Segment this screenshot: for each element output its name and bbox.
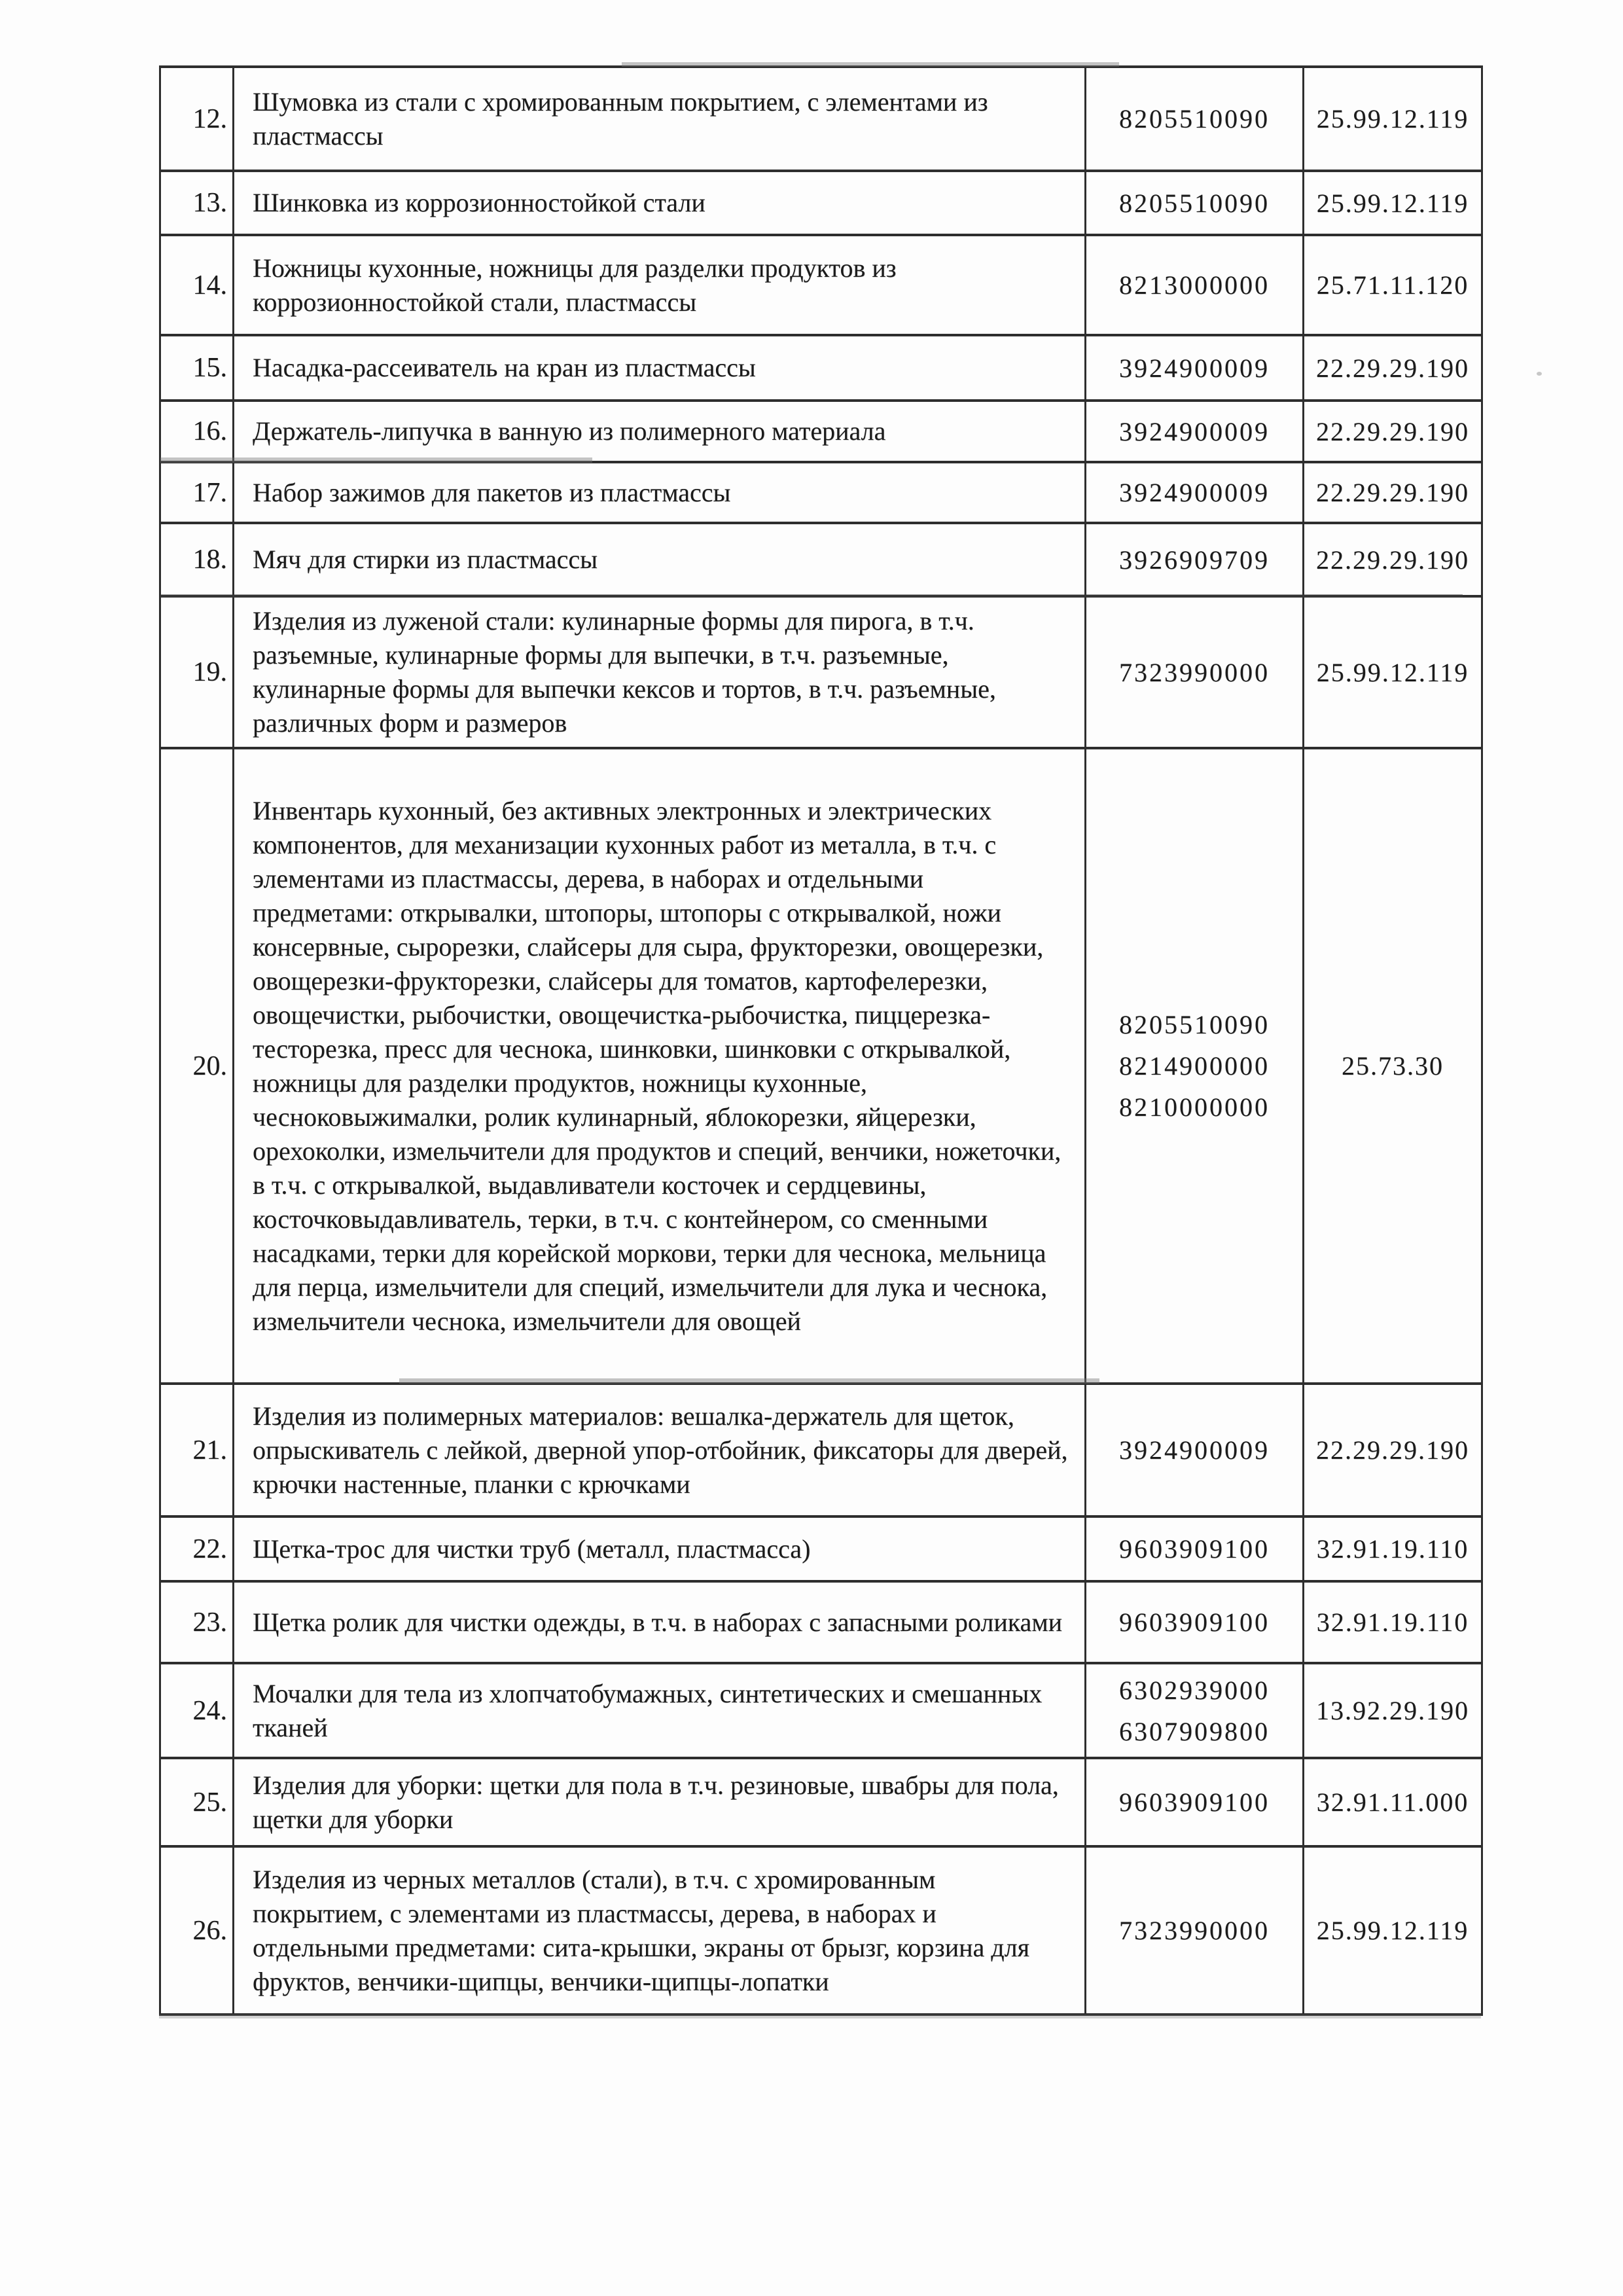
tnved-code-cell <box>1086 523 1304 596</box>
okpd2-code-cell: 25.99.12.119 <box>1304 596 1482 748</box>
description-cell: Изделия из черных металлов (стали), в т.ч. с хромированным покрытием, с элементами из пластмассы, дерева, в наборах и отдельными предметами: сита-крышки, экраны от брызг, корзина для фруктов, венчики-щипцы, венчики-щипцы-лопатки <box>234 1846 1086 2015</box>
tnved-code-cell <box>1086 462 1304 523</box>
tnved-code-cell <box>1086 1758 1304 1846</box>
tnved-code-cell <box>1086 235 1304 335</box>
description-cell: Щетка ролик для чистки одежды, в т.ч. в наборах с запасными роликами <box>234 1581 1086 1663</box>
table-row <box>160 1758 1482 1846</box>
table-row <box>160 171 1482 235</box>
okpd2-code-cell: 13.92.29.190 <box>1304 1663 1482 1758</box>
products-table-body <box>160 67 1482 2015</box>
table-row <box>160 1846 1482 2015</box>
table-row <box>160 401 1482 462</box>
table-row <box>160 596 1482 748</box>
tnved-code: 8213000000 <box>1119 270 1270 300</box>
row-number-cell: 16. <box>160 401 234 462</box>
tnved-code: 8210000000 <box>1119 1092 1270 1122</box>
tnved-code: 9603909100 <box>1119 1534 1270 1564</box>
tnved-code-cell <box>1086 1384 1304 1516</box>
tnved-code-cell <box>1086 1846 1304 2015</box>
table-row <box>160 1663 1482 1758</box>
tnved-code-cell <box>1086 1663 1304 1758</box>
tnved-code: 3924900009 <box>1119 416 1270 446</box>
table-row <box>160 335 1482 401</box>
tnved-code: 3924900009 <box>1119 1435 1270 1465</box>
description-cell: Шинковка из коррозионностойкой стали <box>234 171 1086 235</box>
tnved-code: 9603909100 <box>1119 1607 1270 1637</box>
tnved-code-cell <box>1086 748 1304 1384</box>
row-number-cell: 18. <box>160 523 234 596</box>
scan-smear <box>160 457 592 463</box>
row-number-cell: 20. <box>160 748 234 1384</box>
okpd2-code-cell: 22.29.29.190 <box>1304 523 1482 596</box>
row-number-cell: 22. <box>160 1516 234 1581</box>
description-cell: Щетка-трос для чистки труб (металл, пластмасса) <box>234 1516 1086 1581</box>
row-number-cell: 26. <box>160 1846 234 2015</box>
products-table <box>159 65 1483 2016</box>
description-cell: Насадка-рассеиватель на кран из пластмассы <box>234 335 1086 401</box>
tnved-code: 7323990000 <box>1119 1916 1270 1945</box>
row-number-cell: 15. <box>160 335 234 401</box>
table-row <box>160 462 1482 523</box>
okpd2-code-cell: 22.29.29.190 <box>1304 462 1482 523</box>
table-row <box>160 1384 1482 1516</box>
tnved-code: 8205510090 <box>1119 104 1270 134</box>
tnved-code: 3924900009 <box>1119 353 1270 383</box>
scan-smear <box>399 1378 1099 1384</box>
okpd2-code-cell: 22.29.29.190 <box>1304 401 1482 462</box>
row-number-cell: 13. <box>160 171 234 235</box>
scan-smear <box>622 62 1119 67</box>
description-cell: Мяч для стирки из пластмассы <box>234 523 1086 596</box>
description-cell: Мочалки для тела из хлопчатобумажных, синтетических и смешанных тканей <box>234 1663 1086 1758</box>
tnved-code: 6307909800 <box>1119 1716 1270 1746</box>
tnved-code-cell <box>1086 335 1304 401</box>
row-number-cell: 25. <box>160 1758 234 1846</box>
okpd2-code-cell: 25.99.12.119 <box>1304 171 1482 235</box>
scan-speck <box>1537 372 1542 376</box>
table-row <box>160 748 1482 1384</box>
tnved-code-cell <box>1086 1516 1304 1581</box>
okpd2-code-cell: 22.29.29.190 <box>1304 335 1482 401</box>
tnved-code: 8214900000 <box>1119 1051 1270 1081</box>
scan-smear <box>160 594 1463 598</box>
okpd2-code-cell: 25.71.11.120 <box>1304 235 1482 335</box>
tnved-code-cell <box>1086 171 1304 235</box>
okpd2-code-cell: 25.99.12.119 <box>1304 1846 1482 2015</box>
row-number-cell: 23. <box>160 1581 234 1663</box>
okpd2-code-cell: 32.91.19.110 <box>1304 1581 1482 1663</box>
okpd2-code-cell: 25.99.12.119 <box>1304 67 1482 171</box>
row-number-cell: 17. <box>160 462 234 523</box>
description-cell: Держатель-липучка в ванную из полимерного материала <box>234 401 1086 462</box>
table-row <box>160 1516 1482 1581</box>
tnved-code-cell <box>1086 1581 1304 1663</box>
table-row <box>160 235 1482 335</box>
row-number-cell: 14. <box>160 235 234 335</box>
row-number-cell: 19. <box>160 596 234 748</box>
okpd2-code-cell: 25.73.30 <box>1304 748 1482 1384</box>
tnved-code: 3926909709 <box>1119 545 1270 575</box>
okpd2-code-cell: 22.29.29.190 <box>1304 1384 1482 1516</box>
tnved-code: 7323990000 <box>1119 657 1270 687</box>
row-number-cell: 24. <box>160 1663 234 1758</box>
description-cell: Изделия из луженой стали: кулинарные формы для пирога, в т.ч. разъемные, кулинарные формы для выпечки, в т.ч. разъемные, кулинарные формы для выпечки кексов и тортов, в т.ч. разъемные, различных форм и размеров <box>234 596 1086 748</box>
tnved-code-cell <box>1086 401 1304 462</box>
tnved-code: 6302939000 <box>1119 1675 1270 1705</box>
okpd2-code-cell: 32.91.11.000 <box>1304 1758 1482 1846</box>
tnved-code-cell <box>1086 67 1304 171</box>
description-cell: Ножницы кухонные, ножницы для разделки продуктов из коррозионностойкой стали, пластмассы <box>234 235 1086 335</box>
description-cell: Шумовка из стали с хромированным покрытием, с элементами из пластмассы <box>234 67 1086 171</box>
table-row <box>160 67 1482 171</box>
tnved-code: 8205510090 <box>1119 1010 1270 1039</box>
tnved-code: 9603909100 <box>1119 1787 1270 1817</box>
description-cell: Инвентарь кухонный, без активных электронных и электрических компонентов, для механизации кухонных работ из металла, в т.ч. с элементами из пластмассы, дерева, в наборах и отдельными предметами: открывалки, штопоры, штопоры с открывалкой, ножи консервные, сырорезки, слайсеры для сыра, фрукторезки, овощерезки, овощерезки-фрукторезки, слайсеры для томатов, картофелерезки, овощечистки, рыбочистки, овощечистка-рыбочистка, пиццерезка-тесторезка, пресс для чеснока, шинковки, шинковки с открывалкой, ножницы для разделки продуктов, ножницы кухонные, чесноковыжималки, ролик кулинарный, яблокорезки, яйцерезки, орехоколки, измельчители для продуктов и специй, венчики, ножеточки, в т.ч. с открывалкой, выдавливатели косточек и сердцевины, косточковыдавливатель, терки, в т.ч. с контейнером, со сменными насадками, терки для корейской моркови, терки для чеснока, мельница для перца, измельчители для специй, измельчители для лука и чеснока, измельчители чеснока, измельчители для овощей <box>234 748 1086 1384</box>
scan-smear <box>159 2015 1481 2018</box>
table-row <box>160 1581 1482 1663</box>
description-cell: Изделия из полимерных материалов: вешалка-держатель для щеток, опрыскиватель с лейкой, дверной упор-отбойник, фиксаторы для дверей, крючки настенные, планки с крючками <box>234 1384 1086 1516</box>
tnved-code: 8205510090 <box>1119 188 1270 218</box>
okpd2-code-cell: 32.91.19.110 <box>1304 1516 1482 1581</box>
table-row <box>160 523 1482 596</box>
description-cell: Набор зажимов для пакетов из пластмассы <box>234 462 1086 523</box>
tnved-code-cell <box>1086 596 1304 748</box>
tnved-code: 3924900009 <box>1119 478 1270 507</box>
row-number-cell: 21. <box>160 1384 234 1516</box>
description-cell: Изделия для уборки: щетки для пола в т.ч. резиновые, швабры для пола, щетки для уборки <box>234 1758 1086 1846</box>
row-number-cell: 12. <box>160 67 234 171</box>
